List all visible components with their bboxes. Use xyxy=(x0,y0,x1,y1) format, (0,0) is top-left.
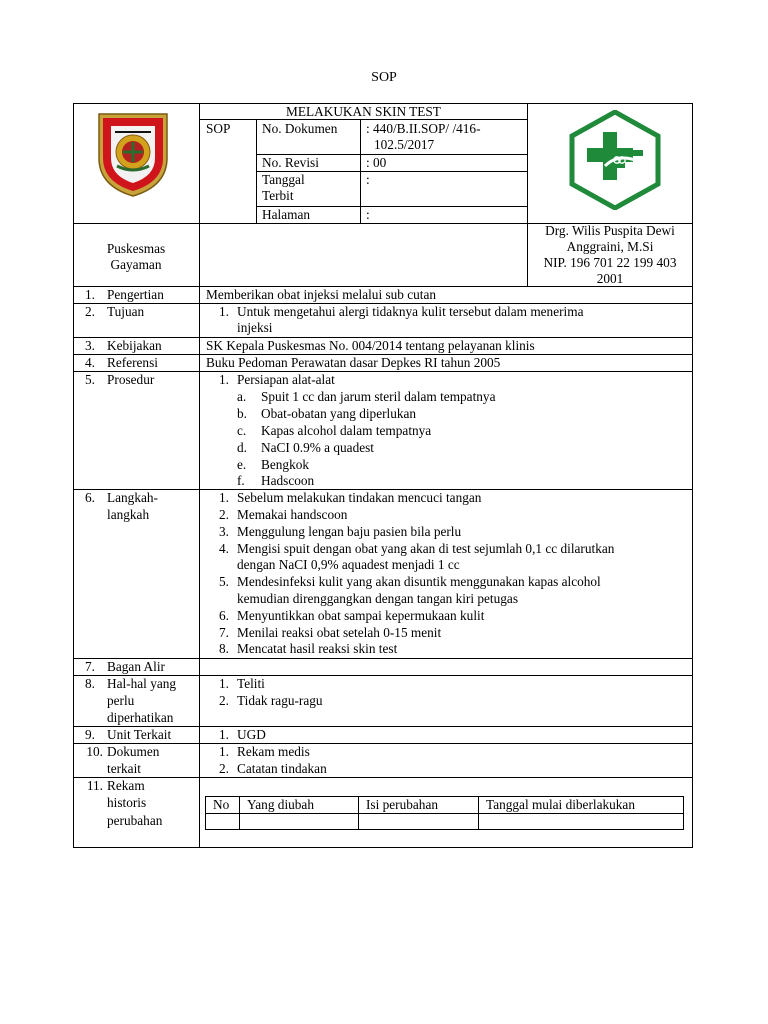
row-number: 11. xyxy=(86,778,103,793)
langkah-step: Menggulung lengan baju pasien bila perlu xyxy=(237,524,462,539)
prosedur-main: Persiapan alat-alat xyxy=(237,372,335,387)
list-number: 2. xyxy=(219,761,229,776)
row-label-hal: Hal-hal yang xyxy=(107,676,177,691)
row-number: 9. xyxy=(85,727,95,742)
row-label-langkah-2: langkah xyxy=(107,507,150,522)
hal-item: Tidak ragu-ragu xyxy=(237,693,323,708)
field-value-no-dokumen: : 440/B.II.SOP/ /416- xyxy=(366,121,481,136)
list-letter: f. xyxy=(237,473,245,488)
signer-nip: NIP. 196 701 22 199 403 xyxy=(543,255,677,270)
list-number: 3. xyxy=(219,524,229,539)
history-table-divider xyxy=(358,796,359,830)
langkah-step: Menyuntikkan obat sampai kepermukaan kulit xyxy=(237,608,485,623)
row-label-rekam-3: perubahan xyxy=(107,813,163,828)
langkah-step: Sebelum melakukan tindakan mencuci tangan xyxy=(237,490,482,505)
field-value-tanggal: : xyxy=(366,172,370,187)
list-letter: b. xyxy=(237,406,247,421)
row-label-unit: Unit Terkait xyxy=(107,727,172,742)
field-value-halaman: : xyxy=(366,207,370,222)
list-number: 1. xyxy=(219,372,229,387)
unit-item: UGD xyxy=(237,727,266,742)
referensi-text: Buku Pedoman Perawatan dasar Depkes RI tahun 2005 xyxy=(206,355,501,370)
history-header-isi-perubahan: Isi perubahan xyxy=(366,797,438,812)
row-label-tujuan: Tujuan xyxy=(107,304,145,319)
hal-item: Teliti xyxy=(237,676,265,691)
row-number: 1. xyxy=(85,287,95,302)
sop-title: MELAKUKAN SKIN TEST xyxy=(286,104,441,119)
row-label-langkah: Langkah- xyxy=(107,490,158,505)
row-label-bagan: Bagan Alir xyxy=(107,659,165,674)
field-value-no-dokumen-cont: 102.5/2017 xyxy=(374,137,435,152)
pengertian-text: Memberikan obat injeksi melalui sub cutan xyxy=(206,287,437,302)
list-number: 4. xyxy=(219,541,229,556)
row-number: 7. xyxy=(85,659,95,674)
column-divider-main xyxy=(199,103,200,848)
row-number: 5. xyxy=(85,372,95,387)
row-divider xyxy=(73,777,693,778)
kebijakan-text: SK Kepala Puskesmas No. 004/2014 tentang pelayanan klinis xyxy=(206,338,535,353)
row-number: 10. xyxy=(86,744,103,759)
list-letter: d. xyxy=(237,440,247,455)
row-label-dokumen-2: terkait xyxy=(107,761,141,776)
puskesmas-logo xyxy=(565,110,665,210)
org-name-2: Gayaman xyxy=(110,257,162,272)
prosedur-item: Kapas alcohol dalam tempatnya xyxy=(261,423,432,438)
row-number: 2. xyxy=(85,304,95,319)
langkah-step: Mengisi spuit dengan obat yang akan di test sejumlah 0,1 cc dilarutkan xyxy=(237,541,615,556)
row-label-hal-3: diperhatikan xyxy=(107,710,174,725)
row-divider xyxy=(73,658,693,659)
row-label-prosedur: Prosedur xyxy=(107,372,155,387)
list-number: 8. xyxy=(219,641,229,656)
row-label-hal-2: perlu xyxy=(107,693,135,708)
list-number: 2. xyxy=(219,693,229,708)
row-number: 3. xyxy=(85,338,95,353)
row-label-kebijakan: Kebijakan xyxy=(107,338,162,353)
org-name: Puskesmas xyxy=(106,241,166,256)
field-value-no-revisi: : 00 xyxy=(366,155,387,170)
prosedur-item: Bengkok xyxy=(261,457,310,472)
history-header-yang-diubah: Yang diubah xyxy=(247,797,314,812)
list-number: 1. xyxy=(219,490,229,505)
langkah-step: Memakai handscoon xyxy=(237,507,348,522)
row-number: 8. xyxy=(85,676,95,691)
sop-label: SOP xyxy=(206,121,231,136)
row-number: 6. xyxy=(85,490,95,505)
field-label-tanggal: Tanggal xyxy=(262,172,305,187)
prosedur-item: NaCI 0.9% a quadest xyxy=(261,440,374,455)
list-number: 6. xyxy=(219,608,229,623)
list-letter: c. xyxy=(237,423,247,438)
list-letter: e. xyxy=(237,457,247,472)
langkah-step-cont: kemudian direnggangkan dengan tangan kiri petugas xyxy=(237,591,518,606)
list-number: 1. xyxy=(219,727,229,742)
history-table-divider xyxy=(239,796,240,830)
langkah-step: Menilai reaksi obat setelah 0-15 menit xyxy=(237,625,442,640)
row-label-rekam: Rekam xyxy=(107,778,145,793)
row-label-pengertian: Pengertian xyxy=(107,287,164,302)
list-number: 2. xyxy=(219,507,229,522)
list-number: 1. xyxy=(219,744,229,759)
prosedur-item: Obat-obatan yang diperlukan xyxy=(261,406,417,421)
langkah-step: Mendesinfeksi kulit yang akan disuntik menggunakan kapas alcohol xyxy=(237,574,601,589)
row-number: 4. xyxy=(85,355,95,370)
langkah-step-cont: dengan NaCI 0,9% aquadest menjadi 1 cc xyxy=(237,557,460,572)
list-number: 7. xyxy=(219,625,229,640)
field-label-no-dokumen: No. Dokumen xyxy=(262,121,338,136)
prosedur-item: Spuit 1 cc dan jarum steril dalam tempatnya xyxy=(261,389,496,404)
list-number: 1. xyxy=(219,676,229,691)
field-label-terbit: Terbit xyxy=(262,188,294,203)
row-label-dokumen: Dokumen xyxy=(107,744,160,759)
field-label-no-revisi: No. Revisi xyxy=(262,155,319,170)
list-number: 5. xyxy=(219,574,229,589)
signer-nip-2: 2001 xyxy=(596,271,624,286)
row-label-rekam-2: historis xyxy=(107,795,147,810)
field-label-halaman: Halaman xyxy=(262,207,310,222)
document-title: SOP xyxy=(371,70,397,85)
history-table-divider xyxy=(478,796,479,830)
regional-emblem-logo xyxy=(93,108,173,198)
list-number: 1. xyxy=(219,304,229,319)
history-header-no: No xyxy=(213,797,230,812)
prosedur-item: Hadscoon xyxy=(261,473,315,488)
dokumen-item: Catatan tindakan xyxy=(237,761,327,776)
langkah-step: Mencatat hasil reaksi skin test xyxy=(237,641,398,656)
row-label-referensi: Referensi xyxy=(107,355,158,370)
history-header-tanggal: Tanggal mulai diberlakukan xyxy=(486,797,635,812)
signer-name: Drg. Wilis Puspita Dewi xyxy=(545,223,675,238)
dokumen-item: Rekam medis xyxy=(237,744,310,759)
list-letter: a. xyxy=(237,389,247,404)
signer-name-2: Anggraini, M.Si xyxy=(566,239,654,254)
tujuan-text-cont: injeksi xyxy=(237,320,273,335)
tujuan-text: Untuk mengetahui alergi tidaknya kulit tersebut dalam menerima xyxy=(237,304,584,319)
